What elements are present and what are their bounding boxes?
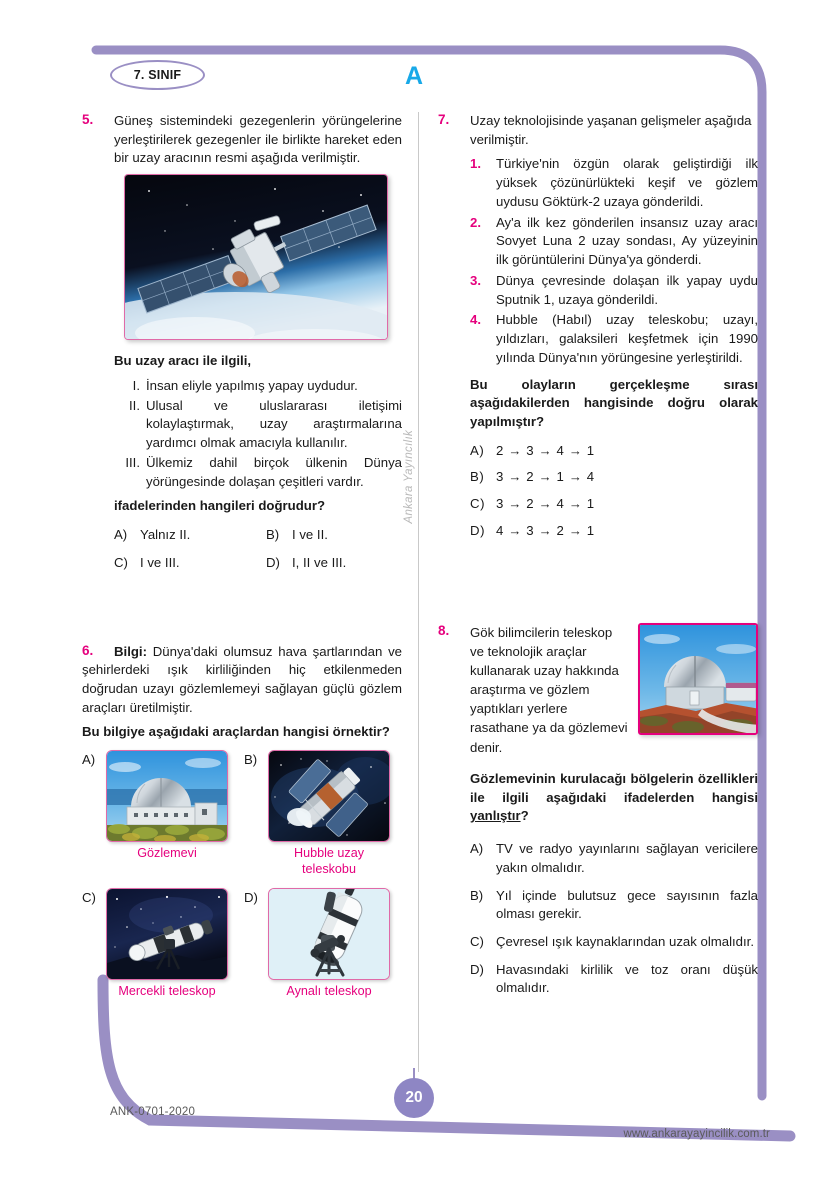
option-label: D)	[266, 554, 280, 570]
question-5	[82, 112, 402, 573]
question-5-stem: Güneş sistemindeki gezegenlerin yörüngelerine yerleştirilerek gezegenler ile birlikte hareket eden bir uzay aracının resmi aşağıda verilmiştir.	[114, 113, 402, 166]
publisher-watermark: Ankara Yayıncılık	[403, 430, 415, 524]
event-text: Dünya çevresinde dolaşan ilk yapay uydu Sputnik 1, uzaya gönderildi.	[496, 272, 758, 307]
roman-text: Ülkemiz dahil birçok ülkenin Dünya yörüngesinde dolaşan çeşitleri vardır.	[146, 454, 402, 489]
question-5-ask: ifadelerinden hangileri doğrudur?	[114, 498, 326, 514]
option-text: TV ve radyo yayınlarını sağlayan vericilere yakın olmalıdır.	[496, 841, 758, 875]
publisher-website: www.ankarayayincilik.com.tr	[623, 1128, 770, 1140]
question-7-options	[470, 442, 758, 541]
question-7-ask: Bu olayların gerçekleşme sırası aşağıdakilerden hangisinde doğru olarak yapılmıştır?	[470, 376, 758, 430]
question-8-stem: Gök bilimcilerin teleskop ve teknolojik araçlar kullanarak uzay hakkında araştırma ve gözlem yaptıkları yerlere rasathane ya da gözlemevi denir.	[470, 624, 628, 755]
question-5-number: 5.	[82, 112, 94, 127]
choice-d[interactable]	[244, 888, 400, 1006]
info-label: Bilgi:	[114, 643, 147, 659]
grade-badge: 7. SINIF	[110, 60, 205, 90]
option-label: C)	[470, 934, 484, 949]
question-7-number: 7.	[438, 112, 450, 127]
roman-item	[114, 454, 402, 491]
question-7	[438, 112, 758, 541]
question-5-roman-list	[114, 377, 402, 491]
choice-label: A)	[82, 752, 96, 768]
event-item	[470, 311, 758, 367]
option-c[interactable]	[470, 495, 758, 514]
column-divider	[418, 112, 419, 1072]
option-text: Yıl içinde bulutsuz gece sayısının fazla olması gerekir.	[496, 887, 758, 922]
event-item	[470, 214, 758, 270]
question-8-ask	[470, 770, 758, 826]
option-text: I ve III.	[140, 554, 180, 570]
option-text: Havasındaki kirlilik ve toz oranı düşük olmalıdır.	[496, 961, 758, 996]
roman-item	[114, 377, 402, 396]
reflector-telescope-image	[268, 888, 390, 980]
event-marker: 3.	[470, 272, 481, 288]
choice-c[interactable]	[82, 888, 238, 1006]
option-label: D)	[470, 961, 484, 977]
question-6	[82, 643, 402, 1006]
option-label: C)	[470, 496, 486, 512]
option-b[interactable]	[470, 468, 758, 487]
refractor-telescope-image	[106, 888, 228, 980]
option-b[interactable]	[266, 526, 402, 545]
question-5-lead-in: Bu uzay aracı ile ilgili,	[114, 353, 252, 369]
question-8-number: 8.	[438, 622, 450, 638]
question-6-choices	[82, 750, 402, 1005]
question-8	[438, 623, 758, 1008]
option-c[interactable]	[470, 933, 758, 952]
choice-label: D)	[244, 889, 258, 905]
ask-part-2: ?	[520, 808, 529, 824]
hubble-image	[268, 750, 390, 842]
choice-b[interactable]	[244, 750, 400, 883]
question-7-event-list	[470, 155, 758, 367]
right-column	[438, 112, 758, 1025]
roman-marker: I.	[132, 377, 140, 393]
option-text: I ve II.	[292, 527, 328, 543]
option-text: Yalnız II.	[140, 527, 191, 543]
option-text: 3 → 2 → 4 → 1	[496, 496, 595, 512]
option-text: I, II ve III.	[292, 554, 347, 570]
option-a[interactable]	[470, 442, 758, 461]
option-d[interactable]	[470, 961, 758, 998]
left-column	[82, 112, 402, 1023]
choice-d-caption: Aynalı teleskop	[286, 983, 372, 998]
question-8-options	[470, 840, 758, 998]
roman-text: Ulusal ve uluslararası iletişimi kolaylaştırmak, uzay araştırmalarına yardımcı olmak amacıyla kullanılır.	[146, 397, 402, 451]
ask-underlined: yanlıştır	[470, 808, 521, 824]
choice-b-caption: Hubble uzay teleskobu	[293, 846, 364, 876]
satellite-image	[124, 174, 388, 340]
option-d[interactable]	[470, 522, 758, 541]
event-text: Türkiye'nin özgün olarak geliştirdiği ilk yüksek çözünürlükteki keşif ve gözlem uydusu Göktürk-2 uzaya gönderildi.	[496, 156, 758, 209]
choice-c-caption: Mercekli teleskop	[118, 983, 216, 998]
option-c[interactable]	[114, 554, 266, 573]
question-7-stem: Uzay teknolojisinde yaşanan gelişmeler aşağıda verilmiştir.	[470, 113, 752, 147]
option-text: 2 → 3 → 4 → 1	[496, 442, 595, 458]
question-6-number: 6.	[82, 642, 94, 658]
event-marker: 4.	[470, 312, 481, 328]
question-6-ask: Bu bilgiye aşağıdaki araçlardan hangisi örnektir?	[82, 724, 390, 740]
question-5-options	[114, 526, 402, 572]
booklet-letter: A	[405, 62, 424, 90]
document-code: ANK-0701-2020	[110, 1106, 196, 1118]
question-6-stem-text: Dünya'daki olumsuz hava şartlarından ve şehirlerdeki ışık kirliliğinden hiç etkilenmeden doğrudan uzayı gözlemlemeyi sağlayan güçlü gözlem araçları üretilmiştir.	[82, 643, 402, 715]
roman-text: İnsan eliyle yapılmış yapay uydudur.	[146, 377, 358, 393]
choice-a[interactable]	[82, 750, 238, 883]
observatory-image-q8	[638, 623, 758, 735]
event-marker: 1.	[470, 156, 481, 172]
option-label: D)	[470, 522, 486, 538]
option-a[interactable]	[470, 840, 758, 877]
roman-marker: II.	[129, 397, 140, 413]
option-label: A)	[470, 841, 484, 857]
option-b[interactable]	[470, 887, 758, 924]
option-a[interactable]	[114, 526, 266, 545]
observatory-image	[106, 750, 228, 842]
option-label: B)	[266, 527, 280, 543]
option-label: A)	[470, 442, 485, 458]
option-text: Çevresel ışık kaynaklarından uzak olmalıdır.	[496, 934, 755, 949]
choice-a-caption: Gözlemevi	[137, 846, 197, 861]
option-text: 4 → 3 → 2 → 1	[496, 522, 595, 538]
option-d[interactable]	[266, 554, 402, 573]
event-text: Hubble (Habıl) uzay teleskobu; uzayı, yıldızları, galaksileri keşfetmek için 1990 yılında Dünya'nın yörüngesine yerleştirildi.	[496, 312, 758, 365]
ask-part-1: Gözlemevinin kurulacağı bölgelerin özellikleri ile ilgili aşağıdaki ifadelerden hangisi	[470, 770, 758, 805]
option-text: 3 → 2 → 1 → 4	[496, 469, 595, 485]
option-label: B)	[470, 469, 485, 485]
page-number-badge: 20	[394, 1078, 434, 1118]
choice-label: B)	[244, 752, 258, 768]
event-marker: 2.	[470, 214, 481, 230]
event-item	[470, 155, 758, 211]
question-6-stem	[82, 643, 402, 718]
option-label: B)	[470, 887, 484, 903]
event-item	[470, 272, 758, 309]
option-label: A)	[114, 527, 128, 543]
event-text: Ay'a ilk kez gönderilen insansız uzay aracı Sovyet Luna 2 uzay sondası, Ay yüzeyinin ilk görüntülerini Dünya'ya gönderdi.	[496, 214, 758, 268]
choice-label: C)	[82, 889, 96, 905]
roman-item	[114, 397, 402, 453]
option-label: C)	[114, 554, 128, 570]
roman-marker: III.	[125, 454, 140, 470]
